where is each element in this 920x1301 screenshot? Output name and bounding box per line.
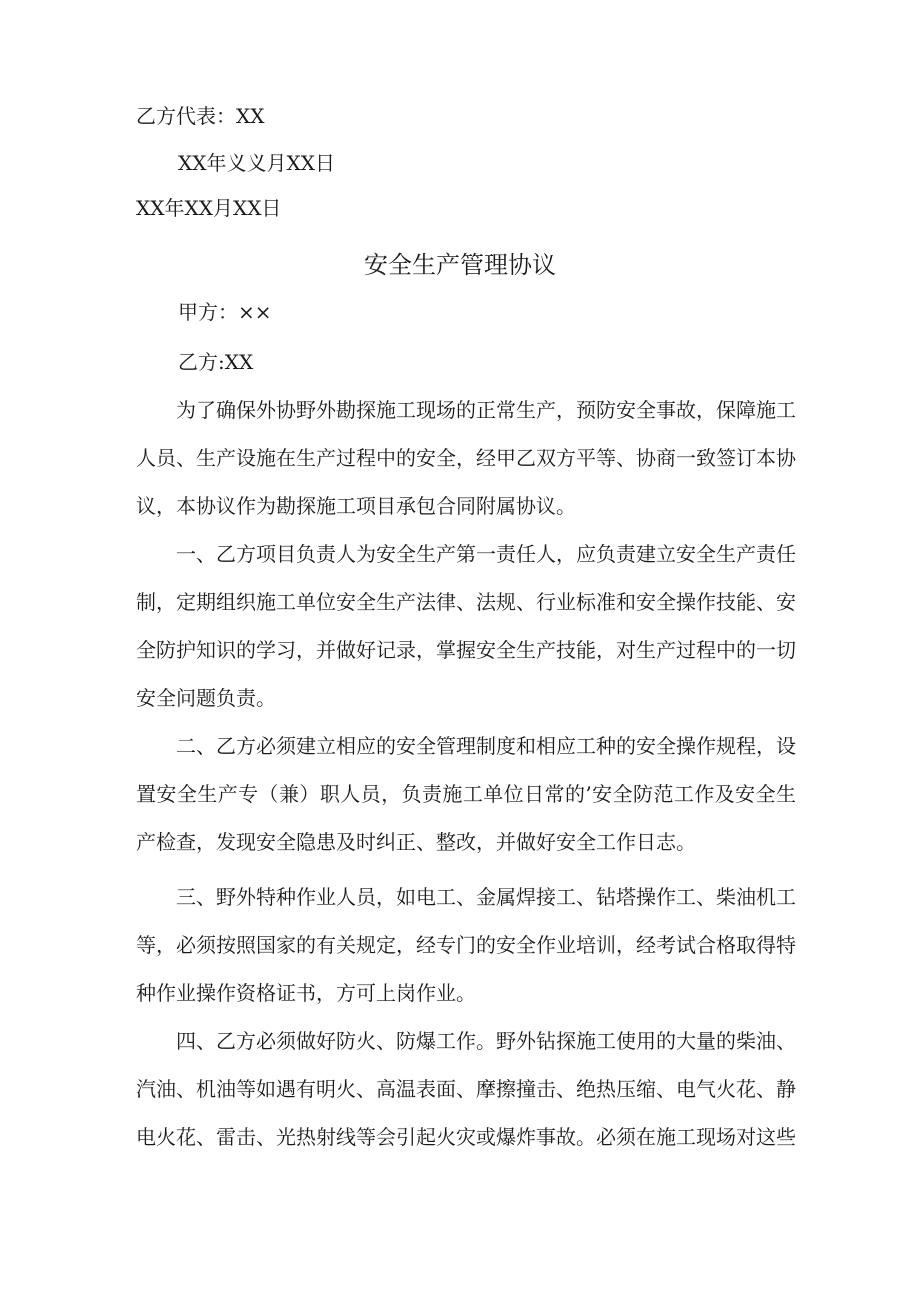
paragraph-clause-4: 四、乙方必须做好防火、防爆工作。野外钻探施工使用的大量的柴油、汽油、机油等如遇有明火、高温表面、摩擦撞击、绝热压缩、电气火花、静电火花、雷击、光热射线等会引起火灾或爆炸事故。必须在施工现场对这些	[136, 1029, 796, 1149]
date-line-2: XX年XX月XX日	[136, 196, 282, 220]
party-b-representative: 乙方代表：XX	[136, 104, 265, 128]
document-title: 安全生产管理协议	[364, 251, 556, 279]
paragraph-intro: 为了确保外协野外勘探施工现场的正常生产，预防安全事故，保障施工人员、生产设施在生产过程中的安全，经甲乙双方平等、协商一致签订本协议，本协议作为勘探施工项目承包合同附属协议。	[136, 398, 796, 518]
party-a-label: 甲方：××	[178, 300, 272, 324]
paragraph-clause-1: 一、乙方项目负责人为安全生产第一责任人，应负责建立安全生产责任制，定期组织施工单位安全生产法律、法规、行业标准和安全操作技能、安全防护知识的学习，并做好记录，掌握安全生产技能，对生产过程中的一切安全问题负责。	[136, 542, 796, 710]
party-b-label: 乙方:XX	[178, 350, 254, 374]
paragraph-clause-2: 二、乙方必须建立相应的安全管理制度和相应工种的安全操作规程，设置安全生产专（兼）职人员，负责施工单位日常的’安全防范工作及安全生产检查，发现安全隐患及时纠正、整改，并做好安全工作日志。	[136, 734, 796, 854]
date-line-1: XX年义义月XX日	[178, 151, 335, 175]
paragraph-clause-3: 三、野外特种作业人员，如电工、金属焊接工、钻塔操作工、柴油机工等，必须按照国家的有关规定，经专门的安全作业培训，经考试合格取得特种作业操作资格证书，方可上岗作业。	[136, 885, 796, 1005]
